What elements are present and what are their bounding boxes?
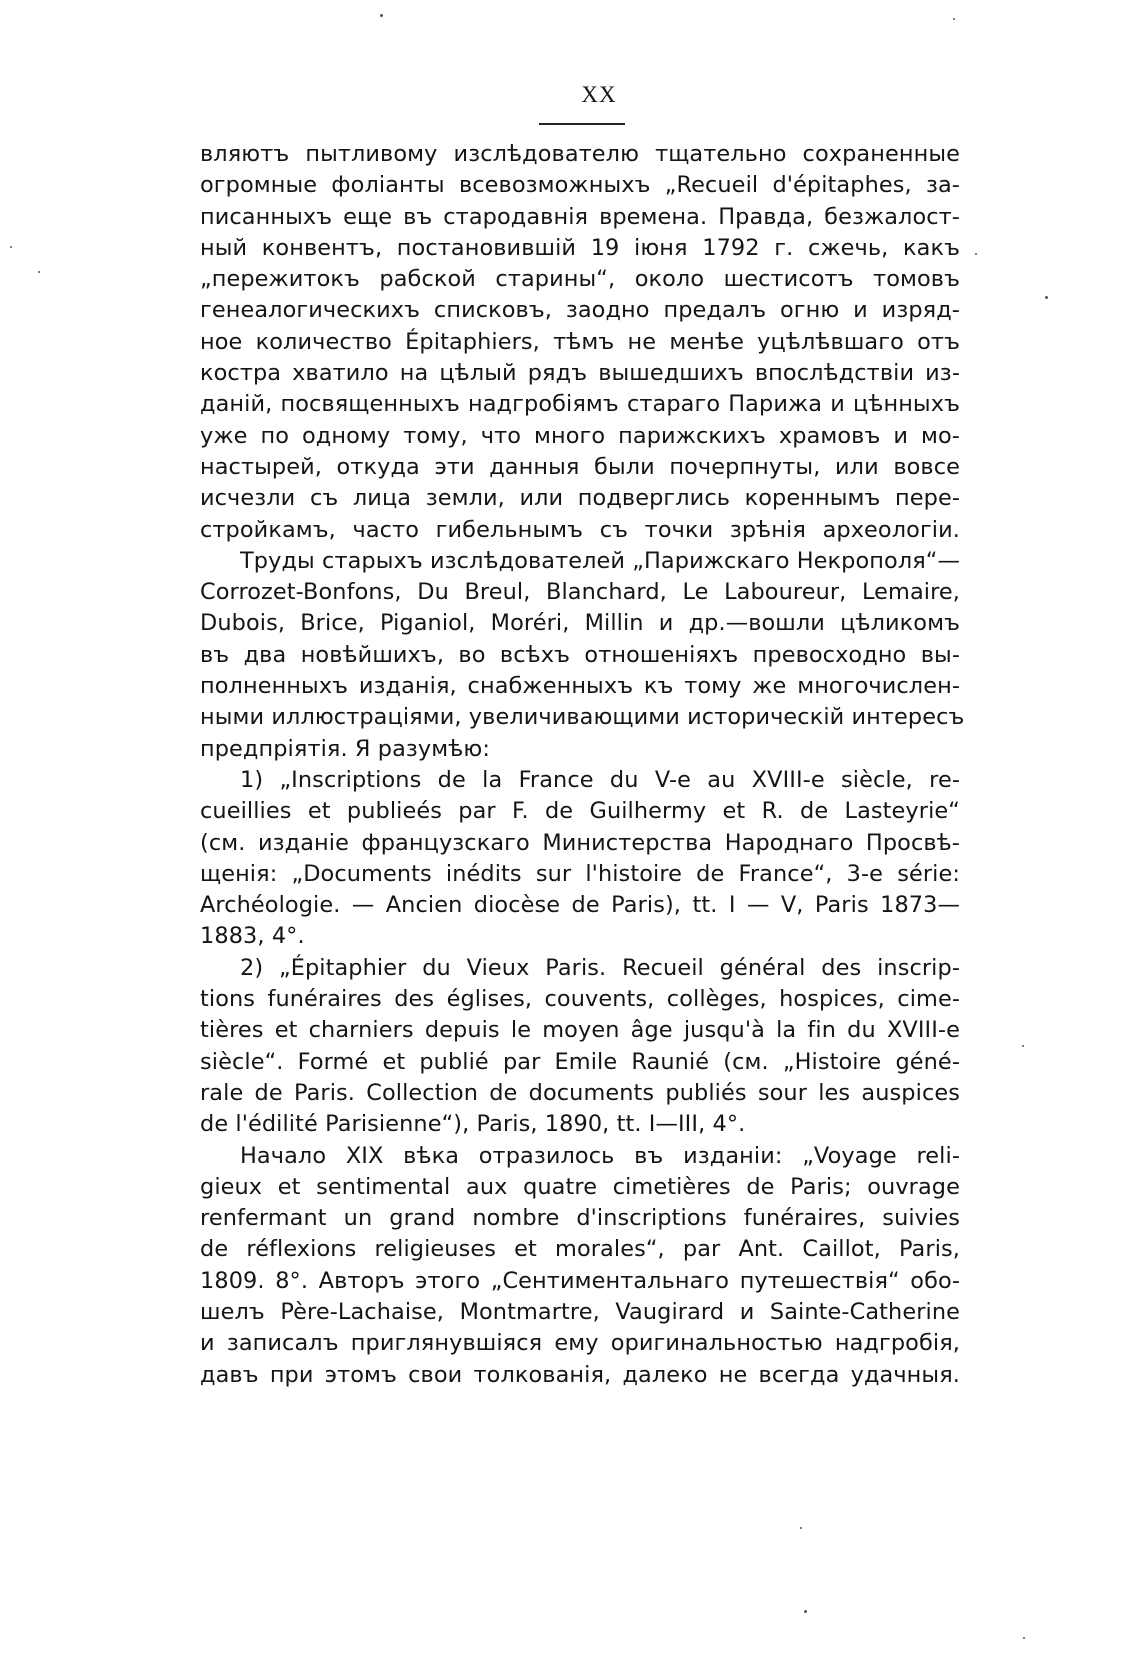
text-line: предпріятія. Я разумѣю: (200, 735, 491, 762)
scan-speck (1045, 296, 1048, 299)
text-line: и записалъ приглянувшіяся ему оригинальностью надгробія, (200, 1330, 960, 1357)
text-line: давъ при этомъ свои толкованія, далеко не всегда удачныя. (200, 1361, 960, 1388)
text-line: 1) „Inscriptions de la France du V-e au XVIII-e siècle, re- (240, 766, 960, 793)
text-line: ными иллюстраціями, увеличивающими историческій интересъ (200, 704, 965, 731)
text-line: (см. изданіе французскаго Министерства Народнаго Просвѣ- (200, 829, 960, 856)
scan-speck (1023, 1637, 1025, 1639)
text-line: генеалогическихъ списковъ, заодно предалъ огню и изряд- (200, 297, 960, 324)
text-line: gieux et sentimental aux quatre cimetières de Paris; ouvrage (200, 1173, 960, 1200)
text-line: de réflexions religieuses et morales“, par Ant. Caillot, Paris, (200, 1236, 960, 1263)
scan-speck (1022, 1045, 1024, 1047)
text-line: ное количество Épitaphiers, тѣмъ не менѣе уцѣлѣвшаго отъ (200, 328, 960, 355)
text-line: 2) „Épitaphier du Vieux Paris. Recueil général des inscrip- (240, 954, 960, 981)
text-line: стройкамъ, часто гибельнымъ съ точки зрѣнія археологіи. (200, 516, 960, 543)
scan-speck (380, 14, 383, 17)
text-line: костра хватило на цѣлый рядъ вышедшихъ впослѣдствіи из- (200, 360, 960, 387)
text-line: siècle“. Formé et publié par Emile Raunié (см. „Histoire géné- (200, 1048, 960, 1075)
scan-speck (38, 271, 40, 273)
text-line: ный конвентъ, постановившій 19 іюня 1792 г. сжечь, какъ (200, 234, 960, 261)
text-line: даній, посвященныхъ надгробіямъ стараго Парижа и цѣнныхъ (200, 391, 960, 418)
text-line: Corrozet-Bonfons, Du Breul, Blanchard, Le Laboureur, Lemaire, (200, 579, 960, 606)
text-line: Dubois, Brice, Piganiol, Moréri, Millin и др.—вошли цѣликомъ (200, 610, 960, 637)
scan-speck (975, 253, 977, 255)
body-text (200, 139, 965, 1391)
text-line: 1883, 4°. (200, 923, 305, 950)
scan-speck (953, 18, 955, 20)
text-line: Archéologie. — Ancien diocèse de Paris), tt. I — V, Paris 1873— (200, 892, 960, 919)
text-line: tières et charniers depuis le moyen âge jusqu'à la fin du XVIII-e (200, 1017, 960, 1044)
scan-speck (10, 246, 12, 248)
text-line: уже по одному тому, что много парижскихъ храмовъ и мо- (200, 422, 960, 449)
text-line: tions funéraires des églises, couvents, collèges, hospices, cime- (200, 986, 960, 1013)
text-line: Начало XIX вѣка отразилось въ изданіи: „Voyage reli- (240, 1142, 960, 1169)
text-line: cueillies et publieés par F. de Guilhermy et R. de Lasteyrie“ (200, 798, 960, 825)
text-line: писанныхъ еще въ стародавнія времена. Правда, безжалост- (200, 203, 960, 230)
text-line: de l'édilité Parisienne“), Paris, 1890, tt. I—III, 4°. (200, 1111, 746, 1138)
scan-speck (800, 1527, 802, 1529)
page-header (0, 82, 1140, 108)
text-line: вляютъ пытливому изслѣдователю тщательно сохраненные (200, 141, 960, 167)
text-line: шелъ Père-Lachaise, Montmartre, Vaugirard и Sainte-Catherine (200, 1298, 960, 1325)
text-line: исчезли съ лица земли, или подверглись кореннымъ пере- (200, 485, 960, 512)
text-line: 1809. 8°. Авторъ этого „Сентиментальнаго путешествія“ обо- (200, 1267, 960, 1294)
text-line: Труды старыхъ изслѣдователей „Парижскаго Некрополя“— (240, 547, 960, 574)
text-line: щенія: „Documents inédits sur l'histoire de France“, 3-e série: (200, 860, 960, 887)
text-line: настырей, откуда эти данныя были почерпнуты, или вовсе (200, 453, 960, 480)
text-line: rale de Paris. Collection de documents publiés sour les auspices (200, 1079, 960, 1106)
header-rule (539, 123, 625, 125)
text-line: огромные фоліанты всевозможныхъ „Recueil d'épitaphes, за- (200, 172, 960, 199)
text-line: полненныхъ изданія, снабженныхъ къ тому же многочислен- (200, 673, 960, 700)
text-line: въ два новѣйшихъ, во всѣхъ отношеніяхъ превосходно вы- (200, 641, 960, 668)
text-line: renfermant un grand nombre d'inscriptions funéraires, suivies (200, 1205, 960, 1232)
text-line: „пережитокъ рабской старины“, около шестисотъ томовъ (200, 266, 960, 293)
scan-speck (804, 1610, 807, 1613)
page-number: XX (581, 82, 617, 107)
